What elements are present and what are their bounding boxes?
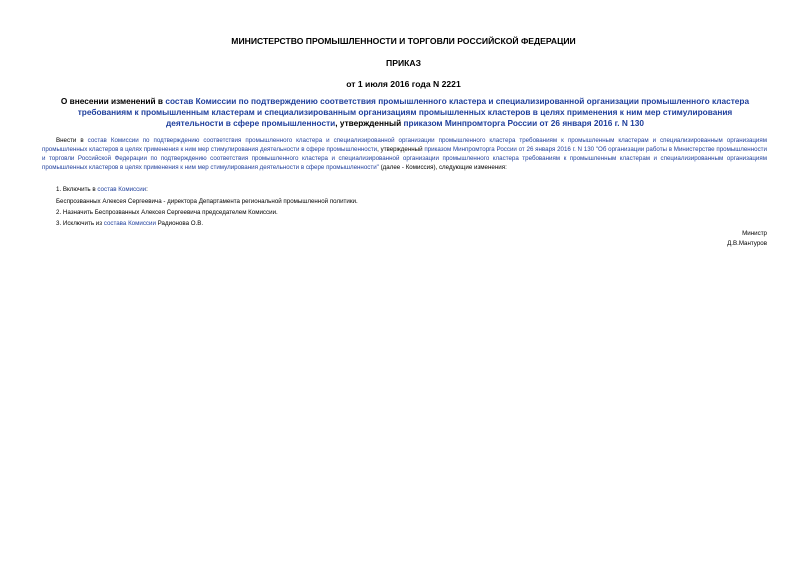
item-1-commission-link[interactable]: состав Комиссии bbox=[97, 186, 147, 193]
item-3 bbox=[56, 219, 203, 228]
paragraph-order-link[interactable]: приказом Минпромторга России от 26 января 2016 г. N 130 "Об организации работы в Министерстве промышленности и торговли Российской Федерации по подтверждению соответствия промышленного кластера и специализированной организации промышленного кластера требованиям к промышленным кластерам и специализированным организациям промышленных кластеров в целях применения к ним мер стимулирования деятельности в сфере промышленности" bbox=[42, 146, 767, 171]
subject-commission-link[interactable]: состав Комиссии по подтверждению соответствия промышленного кластера и специализированной организации промышленного кластера требованиям к промышленным кластерам и специализированным организациям промышленных кластеров в целях применения к ним мер стимулирования деятельности в сфере промышленности bbox=[77, 96, 750, 128]
paragraph-commission-link[interactable]: состав Комиссии по подтверждению соответствия промышленного кластера и специализированной организации промышленного кластера требованиям к промышленным кластерам и специализированным организациям промышленных кластеров в целях применения к ним мер стимулирования деятельности в сфере промышленности bbox=[42, 137, 767, 153]
item-1 bbox=[56, 185, 148, 194]
ministry-heading: МИНИСТЕРСТВО ПРОМЫШЛЕННОСТИ И ТОРГОВЛИ РОССИЙСКОЙ ФЕДЕРАЦИИ bbox=[231, 36, 576, 46]
document-subject bbox=[58, 96, 752, 129]
main-paragraph bbox=[42, 136, 767, 172]
subject-order-link[interactable]: приказом Минпромторга России от 26 января 2016 г. N 130 bbox=[403, 118, 645, 128]
item-3-prefix: 3. Исключить из bbox=[56, 220, 104, 227]
paragraph-suffix: (далее - Комиссия), следующие изменения: bbox=[378, 164, 507, 171]
paragraph-prefix: Внести в bbox=[56, 137, 88, 144]
document-type: ПРИКАЗ bbox=[386, 58, 421, 68]
item-3-commission-link[interactable]: состава Комиссии bbox=[103, 220, 156, 227]
item-2: 2. Назначить Беспрозванных Алексея Сергеевича председателем Комиссии. bbox=[56, 209, 278, 216]
subject-middle: , утвержденный bbox=[335, 118, 404, 128]
item-1-detail: Беспрозванных Алексея Сергеевича - директора Департамента региональной промышленной политики. bbox=[56, 198, 358, 205]
item-1-suffix: : bbox=[146, 186, 148, 193]
paragraph-middle: , утвержденный bbox=[377, 146, 425, 153]
subject-prefix: О внесении изменений в bbox=[60, 96, 166, 106]
item-3-suffix: Радионова О.В. bbox=[155, 220, 204, 227]
signature-title: Министр bbox=[742, 230, 767, 237]
item-1-prefix: 1. Включить в bbox=[56, 186, 98, 193]
document-date-number: от 1 июля 2016 года N 2221 bbox=[346, 79, 461, 89]
signature-name: Д.В.Мантуров bbox=[727, 240, 767, 247]
